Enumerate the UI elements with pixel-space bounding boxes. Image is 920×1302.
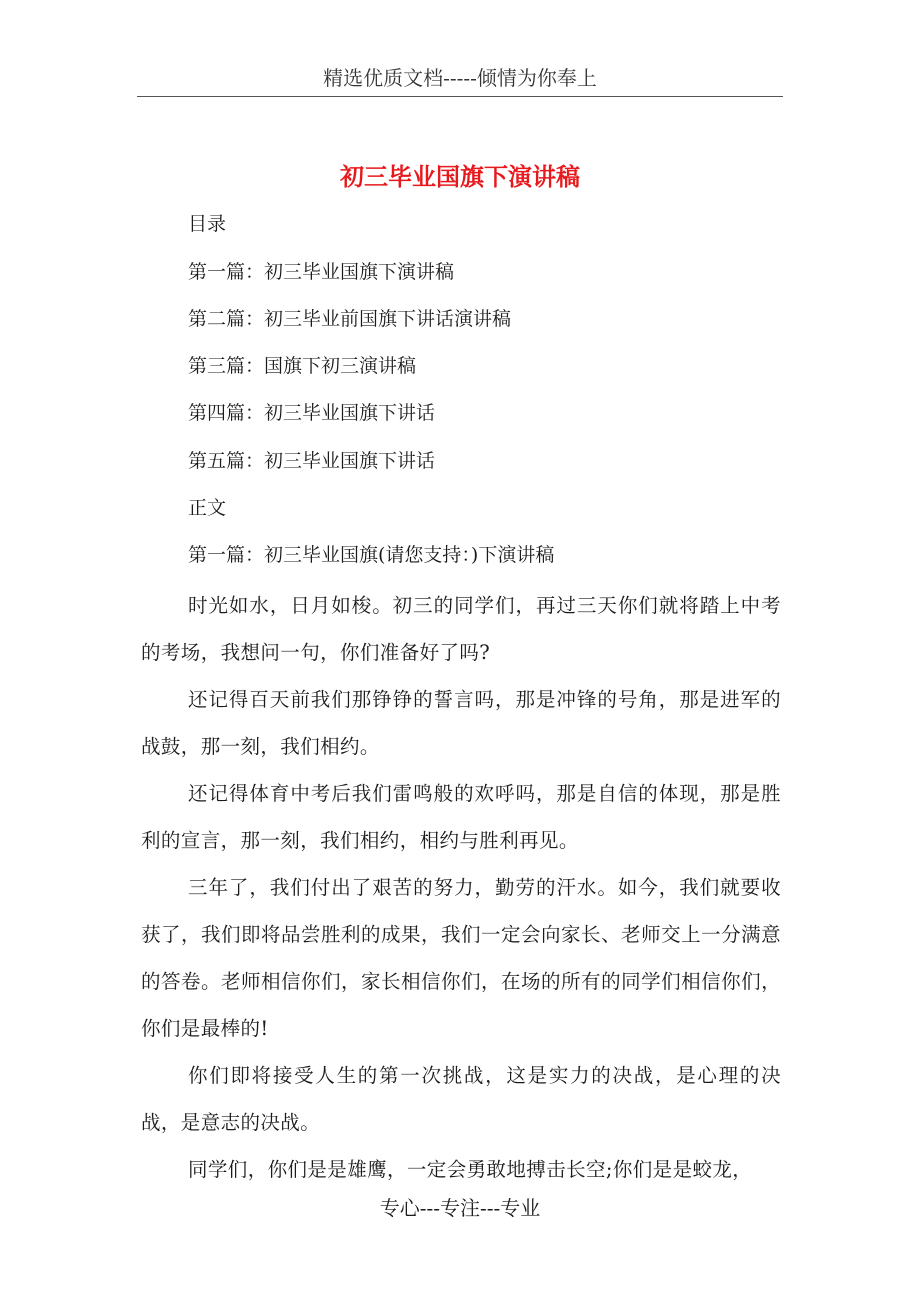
paragraph-3: 还记得体育中考后我们雷鸣般的欢呼吗，那是自信的体现，那是胜利的宣言，那一刻，我们相约，相约与胜利再见。 xyxy=(141,782,781,852)
paragraph-5: 你们即将接受人生的第一次挑战，这是实力的决战，是心理的决战，是意志的决战。 xyxy=(141,1064,781,1134)
toc-item-3: 第三篇：国旗下初三演讲稿 xyxy=(188,355,417,377)
page-footer: 专心---专注---专业 xyxy=(379,1196,541,1220)
paragraph-4: 三年了，我们付出了艰苦的努力，勤劳的汗水。如今，我们就要收获了，我们即将品尝胜利的成果，我们一定会向家长、老师交上一分满意的答卷。老师相信你们，家长相信你们，在场的所有的同学们相信你们，你们是最棒的! xyxy=(141,876,781,1040)
toc-item-2: 第二篇：初三毕业前国旗下讲话演讲稿 xyxy=(188,308,512,330)
paragraph-6: 同学们，你们是是雄鹰，一定会勇敢地搏击长空;你们是是蛟龙， xyxy=(188,1158,753,1181)
header-divider xyxy=(137,96,783,97)
document-title: 初三毕业国旗下演讲稿 xyxy=(340,162,580,191)
toc-heading: 目录 xyxy=(188,213,227,235)
body-heading: 正文 xyxy=(188,497,227,519)
page-header: 精选优质文档-----倾情为你奉上 xyxy=(323,66,597,90)
toc-item-1: 第一篇：初三毕业国旗下演讲稿 xyxy=(188,261,455,283)
toc-item-4: 第四篇：初三毕业国旗下讲话 xyxy=(188,402,436,424)
toc-item-5: 第五篇：初三毕业国旗下讲话 xyxy=(188,450,436,472)
document-body xyxy=(141,582,781,1193)
paragraph-1: 时光如水，日月如梭。初三的同学们，再过三天你们就将踏上中考的考场，我想问一句，你们准备好了吗? xyxy=(141,594,781,664)
paragraph-2: 还记得百天前我们那铮铮的誓言吗，那是冲锋的号角，那是进军的战鼓，那一刻，我们相约。 xyxy=(141,688,781,758)
section-heading: 第一篇：初三毕业国旗(请您支持：)下演讲稿 xyxy=(188,544,555,566)
